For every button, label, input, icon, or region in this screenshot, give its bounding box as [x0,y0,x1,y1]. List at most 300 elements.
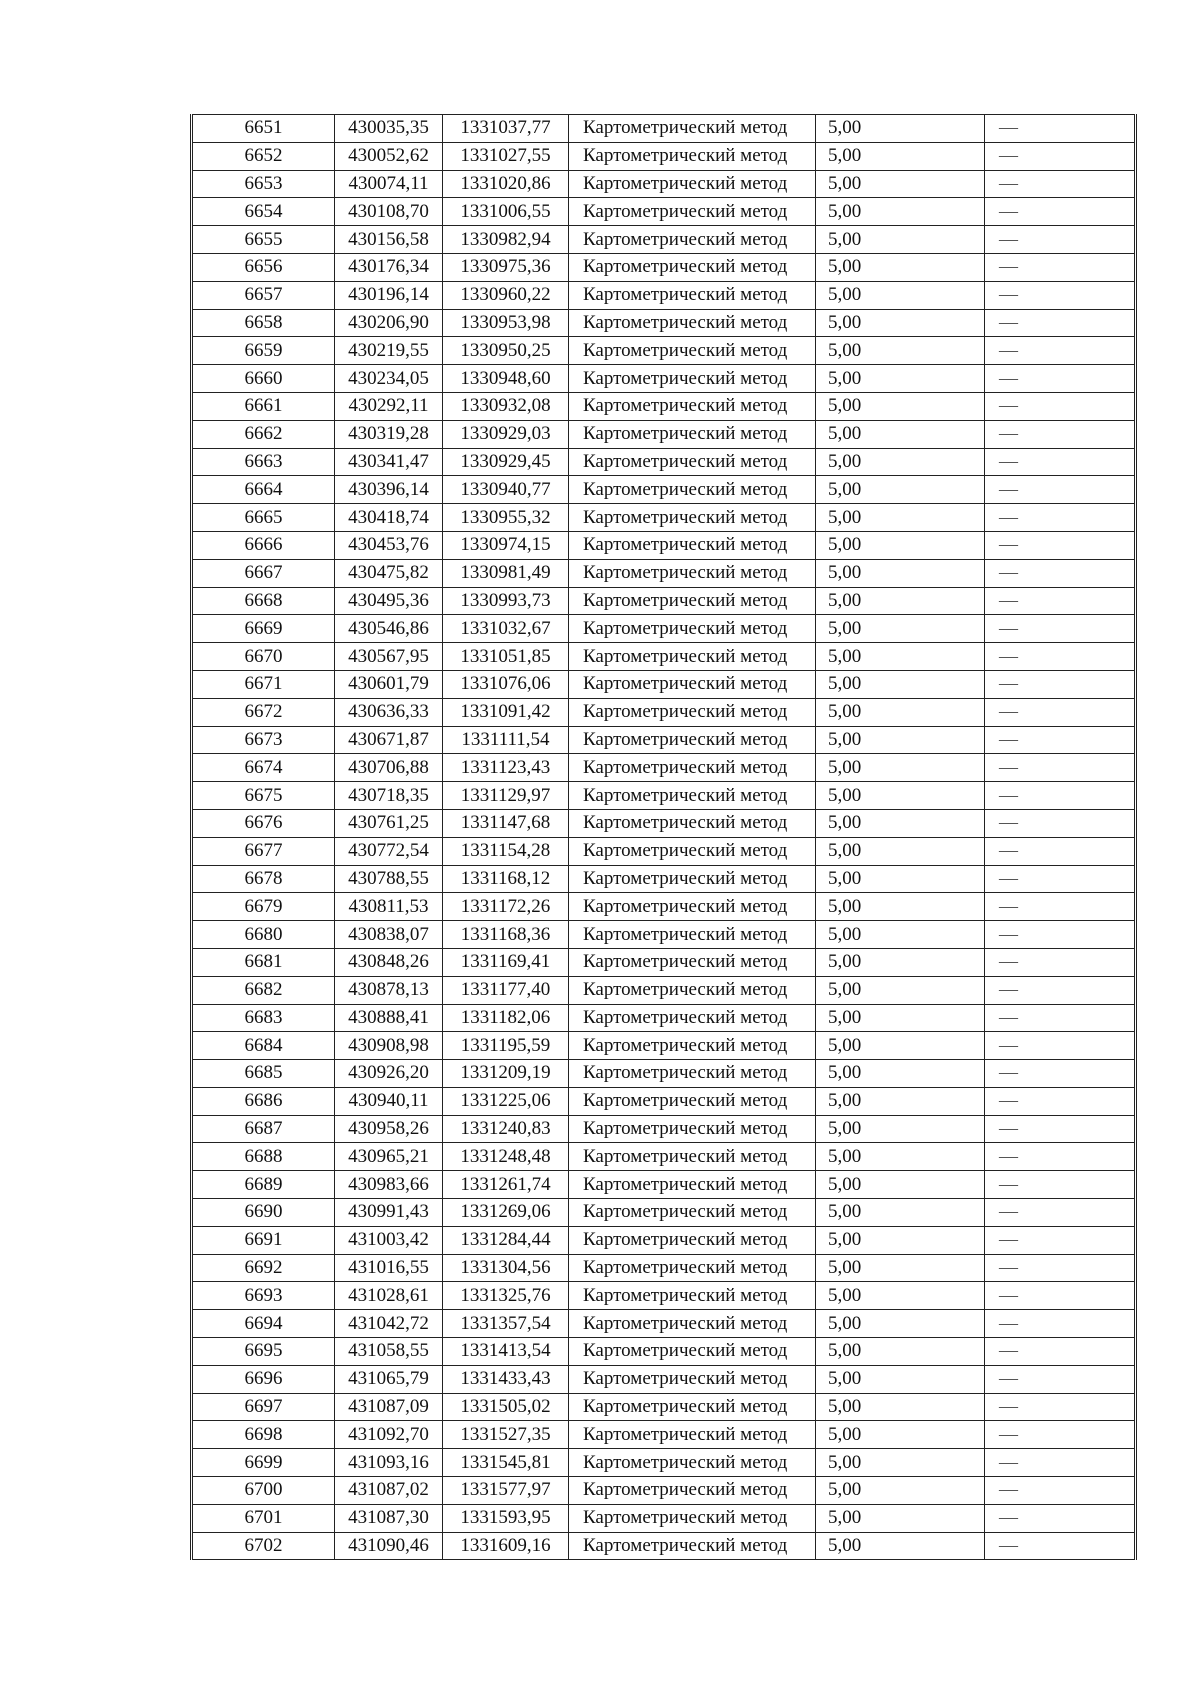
description-cell: — [985,1393,1136,1421]
x-coordinate-cell: 430888,41 [335,1004,443,1032]
y-coordinate-cell: 1330929,03 [443,420,569,448]
x-coordinate-cell: 430418,74 [335,504,443,532]
precision-cell: 5,00 [816,1365,985,1393]
method-cell: Картометрический метод [569,698,816,726]
y-coordinate-cell: 1331182,06 [443,1004,569,1032]
x-coordinate-cell: 430848,26 [335,948,443,976]
point-number-cell: 6651 [192,115,335,143]
point-number-cell: 6676 [192,809,335,837]
description-cell: — [985,837,1136,865]
x-coordinate-cell: 430706,88 [335,754,443,782]
description-cell: — [985,559,1136,587]
point-number-cell: 6679 [192,893,335,921]
method-cell: Картометрический метод [569,1254,816,1282]
y-coordinate-cell: 1331091,42 [443,698,569,726]
x-coordinate-cell: 430772,54 [335,837,443,865]
y-coordinate-cell: 1331169,41 [443,948,569,976]
table-row [192,1365,1136,1393]
y-coordinate-cell: 1331027,55 [443,142,569,170]
y-coordinate-cell: 1331357,54 [443,1310,569,1338]
method-cell: Картометрический метод [569,976,816,1004]
point-number-cell: 6702 [192,1532,335,1560]
precision-cell: 5,00 [816,281,985,309]
precision-cell: 5,00 [816,754,985,782]
point-number-cell: 6674 [192,754,335,782]
method-cell: Картометрический метод [569,1421,816,1449]
description-cell: — [985,1060,1136,1088]
table-row [192,1199,1136,1227]
x-coordinate-cell: 430453,76 [335,531,443,559]
point-number-cell: 6697 [192,1393,335,1421]
description-cell: — [985,392,1136,420]
precision-cell: 5,00 [816,1115,985,1143]
point-number-cell: 6680 [192,921,335,949]
table-row [192,1393,1136,1421]
x-coordinate-cell: 430636,33 [335,698,443,726]
table-row [192,337,1136,365]
point-number-cell: 6671 [192,670,335,698]
point-number-cell: 6656 [192,253,335,281]
y-coordinate-cell: 1331195,59 [443,1032,569,1060]
precision-cell: 5,00 [816,1087,985,1115]
table-row [192,587,1136,615]
x-coordinate-cell: 431087,02 [335,1477,443,1505]
point-number-cell: 6690 [192,1199,335,1227]
description-cell: — [985,1477,1136,1505]
table-row [192,559,1136,587]
precision-cell: 5,00 [816,837,985,865]
method-cell: Картометрический метод [569,504,816,532]
method-cell: Картометрический метод [569,809,816,837]
table-row [192,115,1136,143]
method-cell: Картометрический метод [569,1449,816,1477]
table-row [192,670,1136,698]
y-coordinate-cell: 1330993,73 [443,587,569,615]
precision-cell: 5,00 [816,1254,985,1282]
point-number-cell: 6701 [192,1504,335,1532]
table-row [192,1504,1136,1532]
table-row [192,782,1136,810]
y-coordinate-cell: 1331433,43 [443,1365,569,1393]
x-coordinate-cell: 430219,55 [335,337,443,365]
x-coordinate-cell: 430292,11 [335,392,443,420]
table-row [192,1060,1136,1088]
y-coordinate-cell: 1331225,06 [443,1087,569,1115]
description-cell: — [985,1143,1136,1171]
y-coordinate-cell: 1331240,83 [443,1115,569,1143]
point-number-cell: 6691 [192,1226,335,1254]
method-cell: Картометрический метод [569,921,816,949]
point-number-cell: 6699 [192,1449,335,1477]
precision-cell: 5,00 [816,531,985,559]
precision-cell: 5,00 [816,1393,985,1421]
point-number-cell: 6694 [192,1310,335,1338]
point-number-cell: 6687 [192,1115,335,1143]
table-row [192,1254,1136,1282]
description-cell: — [985,115,1136,143]
description-cell: — [985,281,1136,309]
description-cell: — [985,504,1136,532]
x-coordinate-cell: 430838,07 [335,921,443,949]
method-cell: Картометрический метод [569,1032,816,1060]
point-number-cell: 6677 [192,837,335,865]
y-coordinate-cell: 1331172,26 [443,893,569,921]
precision-cell: 5,00 [816,198,985,226]
description-cell: — [985,1338,1136,1366]
precision-cell: 5,00 [816,559,985,587]
point-number-cell: 6666 [192,531,335,559]
precision-cell: 5,00 [816,1060,985,1088]
description-cell: — [985,1087,1136,1115]
method-cell: Картометрический метод [569,782,816,810]
table-row [192,893,1136,921]
point-number-cell: 6689 [192,1171,335,1199]
table-row [192,1310,1136,1338]
description-cell: — [985,893,1136,921]
precision-cell: 5,00 [816,392,985,420]
point-number-cell: 6665 [192,504,335,532]
table-row [192,476,1136,504]
method-cell: Картометрический метод [569,1338,816,1366]
description-cell: — [985,142,1136,170]
table-row [192,253,1136,281]
method-cell: Картометрический метод [569,309,816,337]
method-cell: Картометрический метод [569,837,816,865]
x-coordinate-cell: 430156,58 [335,226,443,254]
y-coordinate-cell: 1331032,67 [443,615,569,643]
point-number-cell: 6664 [192,476,335,504]
table-row [192,921,1136,949]
description-cell: — [985,1365,1136,1393]
description-cell: — [985,531,1136,559]
precision-cell: 5,00 [816,643,985,671]
table-row [192,1143,1136,1171]
description-cell: — [985,170,1136,198]
method-cell: Картометрический метод [569,1087,816,1115]
precision-cell: 5,00 [816,1032,985,1060]
table-row [192,365,1136,393]
point-number-cell: 6661 [192,392,335,420]
method-cell: Картометрический метод [569,1115,816,1143]
precision-cell: 5,00 [816,226,985,254]
y-coordinate-cell: 1330982,94 [443,226,569,254]
point-number-cell: 6653 [192,170,335,198]
point-number-cell: 6678 [192,865,335,893]
y-coordinate-cell: 1330974,15 [443,531,569,559]
x-coordinate-cell: 431028,61 [335,1282,443,1310]
point-number-cell: 6663 [192,448,335,476]
x-coordinate-cell: 430206,90 [335,309,443,337]
x-coordinate-cell: 430601,79 [335,670,443,698]
y-coordinate-cell: 1331168,36 [443,921,569,949]
description-cell: — [985,309,1136,337]
method-cell: Картометрический метод [569,337,816,365]
point-number-cell: 6654 [192,198,335,226]
description-cell: — [985,670,1136,698]
precision-cell: 5,00 [816,948,985,976]
point-number-cell: 6681 [192,948,335,976]
y-coordinate-cell: 1331037,77 [443,115,569,143]
description-cell: — [985,198,1136,226]
y-coordinate-cell: 1331248,48 [443,1143,569,1171]
point-number-cell: 6685 [192,1060,335,1088]
precision-cell: 5,00 [816,921,985,949]
y-coordinate-cell: 1330953,98 [443,309,569,337]
table-row [192,281,1136,309]
precision-cell: 5,00 [816,1421,985,1449]
precision-cell: 5,00 [816,1143,985,1171]
precision-cell: 5,00 [816,115,985,143]
precision-cell: 5,00 [816,365,985,393]
y-coordinate-cell: 1331609,16 [443,1532,569,1560]
table-row [192,198,1136,226]
y-coordinate-cell: 1331505,02 [443,1393,569,1421]
y-coordinate-cell: 1331209,19 [443,1060,569,1088]
point-number-cell: 6657 [192,281,335,309]
method-cell: Картометрический метод [569,1477,816,1505]
point-number-cell: 6692 [192,1254,335,1282]
description-cell: — [985,1421,1136,1449]
point-number-cell: 6662 [192,420,335,448]
description-cell: — [985,365,1136,393]
description-cell: — [985,253,1136,281]
table-row [192,142,1136,170]
y-coordinate-cell: 1331111,54 [443,726,569,754]
point-number-cell: 6700 [192,1477,335,1505]
point-number-cell: 6698 [192,1421,335,1449]
description-cell: — [985,226,1136,254]
precision-cell: 5,00 [816,782,985,810]
method-cell: Картометрический метод [569,865,816,893]
method-cell: Картометрический метод [569,587,816,615]
y-coordinate-cell: 1330981,49 [443,559,569,587]
x-coordinate-cell: 430965,21 [335,1143,443,1171]
precision-cell: 5,00 [816,142,985,170]
precision-cell: 5,00 [816,1449,985,1477]
x-coordinate-cell: 430176,34 [335,253,443,281]
y-coordinate-cell: 1330975,36 [443,253,569,281]
table-row [192,643,1136,671]
table-row [192,1532,1136,1560]
y-coordinate-cell: 1331593,95 [443,1504,569,1532]
precision-cell: 5,00 [816,1171,985,1199]
x-coordinate-cell: 430788,55 [335,865,443,893]
point-number-cell: 6675 [192,782,335,810]
precision-cell: 5,00 [816,337,985,365]
table-row [192,1115,1136,1143]
description-cell: — [985,726,1136,754]
table-row [192,1421,1136,1449]
x-coordinate-cell: 430958,26 [335,1115,443,1143]
table-row [192,420,1136,448]
point-number-cell: 6673 [192,726,335,754]
method-cell: Картометрический метод [569,448,816,476]
table-row [192,309,1136,337]
precision-cell: 5,00 [816,476,985,504]
precision-cell: 5,00 [816,1338,985,1366]
description-cell: — [985,448,1136,476]
precision-cell: 5,00 [816,1310,985,1338]
precision-cell: 5,00 [816,865,985,893]
method-cell: Картометрический метод [569,643,816,671]
x-coordinate-cell: 431058,55 [335,1338,443,1366]
x-coordinate-cell: 430341,47 [335,448,443,476]
description-cell: — [985,754,1136,782]
table-row [192,1477,1136,1505]
x-coordinate-cell: 430546,86 [335,615,443,643]
y-coordinate-cell: 1331076,06 [443,670,569,698]
x-coordinate-cell: 430761,25 [335,809,443,837]
description-cell: — [985,1032,1136,1060]
precision-cell: 5,00 [816,1532,985,1560]
description-cell: — [985,1115,1136,1143]
precision-cell: 5,00 [816,309,985,337]
table-row [192,726,1136,754]
description-cell: — [985,865,1136,893]
x-coordinate-cell: 430035,35 [335,115,443,143]
description-cell: — [985,782,1136,810]
y-coordinate-cell: 1330929,45 [443,448,569,476]
x-coordinate-cell: 430108,70 [335,198,443,226]
method-cell: Картометрический метод [569,754,816,782]
precision-cell: 5,00 [816,698,985,726]
y-coordinate-cell: 1331129,97 [443,782,569,810]
method-cell: Картометрический метод [569,1393,816,1421]
y-coordinate-cell: 1330940,77 [443,476,569,504]
y-coordinate-cell: 1331545,81 [443,1449,569,1477]
point-number-cell: 6672 [192,698,335,726]
method-cell: Картометрический метод [569,1282,816,1310]
x-coordinate-cell: 430908,98 [335,1032,443,1060]
description-cell: — [985,1310,1136,1338]
y-coordinate-cell: 1331020,86 [443,170,569,198]
precision-cell: 5,00 [816,726,985,754]
x-coordinate-cell: 430052,62 [335,142,443,170]
precision-cell: 5,00 [816,587,985,615]
x-coordinate-cell: 430718,35 [335,782,443,810]
y-coordinate-cell: 1330948,60 [443,365,569,393]
description-cell: — [985,948,1136,976]
point-number-cell: 6669 [192,615,335,643]
description-cell: — [985,643,1136,671]
x-coordinate-cell: 430940,11 [335,1087,443,1115]
description-cell: — [985,809,1136,837]
y-coordinate-cell: 1331325,76 [443,1282,569,1310]
method-cell: Картометрический метод [569,365,816,393]
x-coordinate-cell: 430495,36 [335,587,443,615]
y-coordinate-cell: 1330960,22 [443,281,569,309]
x-coordinate-cell: 430074,11 [335,170,443,198]
table-row [192,1171,1136,1199]
method-cell: Картометрический метод [569,1365,816,1393]
description-cell: — [985,337,1136,365]
table-row [192,1087,1136,1115]
precision-cell: 5,00 [816,1477,985,1505]
x-coordinate-cell: 430567,95 [335,643,443,671]
description-cell: — [985,976,1136,1004]
table-row [192,392,1136,420]
table-row [192,948,1136,976]
y-coordinate-cell: 1331006,55 [443,198,569,226]
table-row [192,1449,1136,1477]
method-cell: Картометрический метод [569,115,816,143]
y-coordinate-cell: 1330932,08 [443,392,569,420]
table-row [192,448,1136,476]
method-cell: Картометрический метод [569,1310,816,1338]
y-coordinate-cell: 1331261,74 [443,1171,569,1199]
x-coordinate-cell: 431065,79 [335,1365,443,1393]
method-cell: Картометрический метод [569,1532,816,1560]
x-coordinate-cell: 430319,28 [335,420,443,448]
method-cell: Картометрический метод [569,559,816,587]
precision-cell: 5,00 [816,1199,985,1227]
point-number-cell: 6660 [192,365,335,393]
table-row [192,1282,1136,1310]
method-cell: Картометрический метод [569,1226,816,1254]
description-cell: — [985,615,1136,643]
x-coordinate-cell: 431090,46 [335,1532,443,1560]
point-number-cell: 6652 [192,142,335,170]
coordinates-table [190,114,1137,1560]
x-coordinate-cell: 431016,55 [335,1254,443,1282]
description-cell: — [985,921,1136,949]
method-cell: Картометрический метод [569,392,816,420]
table-row [192,754,1136,782]
precision-cell: 5,00 [816,1226,985,1254]
y-coordinate-cell: 1331177,40 [443,976,569,1004]
point-number-cell: 6693 [192,1282,335,1310]
table-row [192,504,1136,532]
table-body [192,115,1136,1560]
y-coordinate-cell: 1331147,68 [443,809,569,837]
point-number-cell: 6682 [192,976,335,1004]
method-cell: Картометрический метод [569,1504,816,1532]
description-cell: — [985,476,1136,504]
precision-cell: 5,00 [816,809,985,837]
method-cell: Картометрический метод [569,726,816,754]
precision-cell: 5,00 [816,1004,985,1032]
x-coordinate-cell: 431092,70 [335,1421,443,1449]
method-cell: Картометрический метод [569,198,816,226]
x-coordinate-cell: 430396,14 [335,476,443,504]
method-cell: Картометрический метод [569,1004,816,1032]
precision-cell: 5,00 [816,1282,985,1310]
description-cell: — [985,1254,1136,1282]
point-number-cell: 6688 [192,1143,335,1171]
description-cell: — [985,1532,1136,1560]
method-cell: Картометрический метод [569,1143,816,1171]
method-cell: Картометрический метод [569,893,816,921]
x-coordinate-cell: 430991,43 [335,1199,443,1227]
precision-cell: 5,00 [816,448,985,476]
method-cell: Картометрический метод [569,170,816,198]
point-number-cell: 6667 [192,559,335,587]
x-coordinate-cell: 431093,16 [335,1449,443,1477]
x-coordinate-cell: 430983,66 [335,1171,443,1199]
x-coordinate-cell: 430926,20 [335,1060,443,1088]
y-coordinate-cell: 1331284,44 [443,1226,569,1254]
precision-cell: 5,00 [816,420,985,448]
y-coordinate-cell: 1331413,54 [443,1338,569,1366]
description-cell: — [985,1504,1136,1532]
precision-cell: 5,00 [816,170,985,198]
description-cell: — [985,420,1136,448]
point-number-cell: 6658 [192,309,335,337]
x-coordinate-cell: 430671,87 [335,726,443,754]
method-cell: Картометрический метод [569,142,816,170]
y-coordinate-cell: 1331527,35 [443,1421,569,1449]
x-coordinate-cell: 430811,53 [335,893,443,921]
